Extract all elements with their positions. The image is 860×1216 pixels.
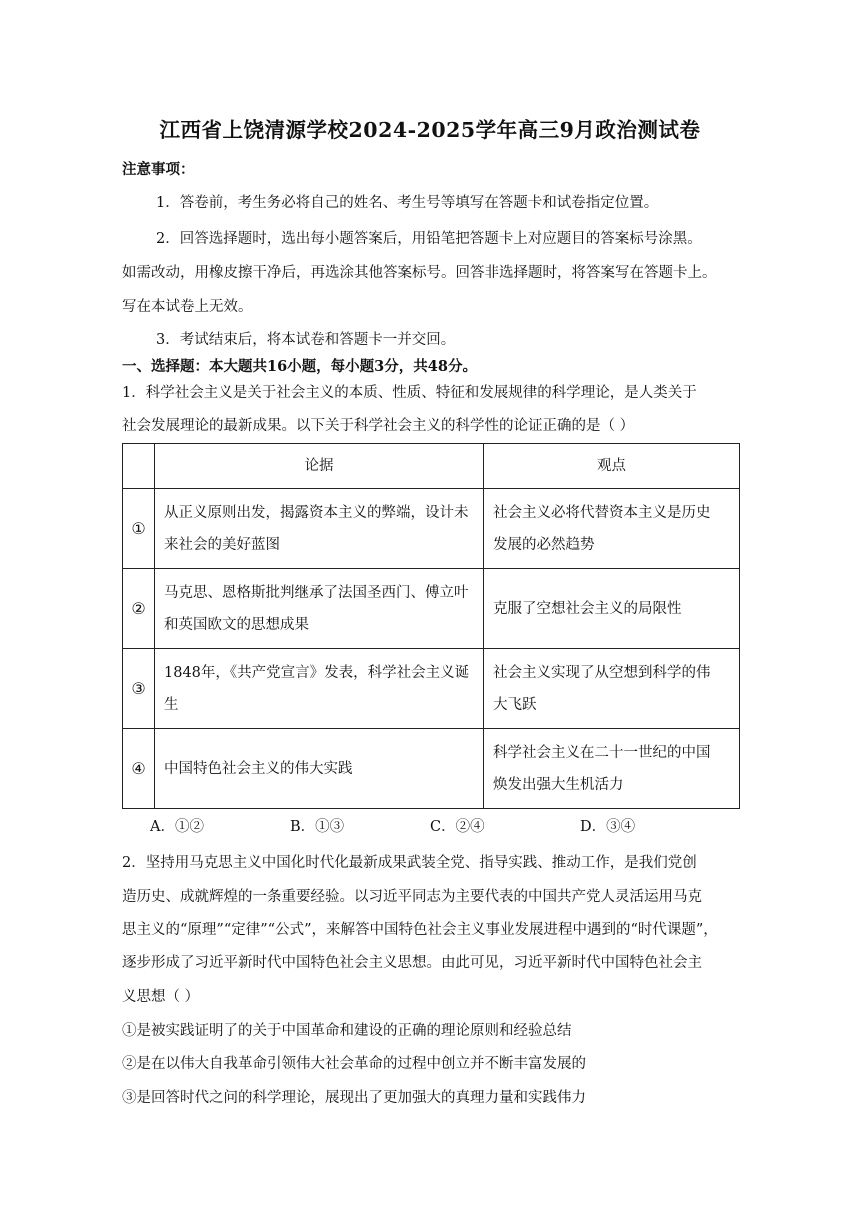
table-row [123, 649, 740, 729]
row-view [484, 729, 740, 809]
argument-line: 中国特色社会主义的伟大实践 [164, 760, 353, 777]
notice-heading: 注意事项： [122, 161, 195, 178]
q2-stem-line-4: 逐步形成了习近平新时代中国特色社会主义思想。由此可见，习近平新时代中国特色社会主 [122, 955, 702, 971]
row-view [484, 649, 740, 729]
q1-table [122, 443, 740, 809]
row-view [484, 569, 740, 649]
row-number: ② [123, 569, 155, 649]
view-line: 社会主义实现了从空想到科学的伟 [493, 664, 711, 681]
table-row [123, 569, 740, 649]
argument-line: 和英国欧文的思想成果 [164, 616, 309, 633]
row-argument [155, 489, 484, 569]
view-line: 社会主义必将代替资本主义是历史 [493, 504, 711, 521]
view-line: 焕发出强大生机活力 [493, 776, 624, 793]
table-header-row [123, 444, 740, 489]
argument-line: 马克思、恩格斯批判继承了法国圣西门、傅立叶 [164, 584, 469, 601]
row-number: ① [123, 489, 155, 569]
row-argument [155, 569, 484, 649]
q1-option-b[interactable]: B．①③ [290, 819, 345, 835]
q1-stem-line-2: 社会发展理论的最新成果。以下关于科学社会主义的科学性的论证正确的是（ ） [122, 418, 635, 434]
q2-statement-1: ①是被实践证明了的关于中国革命和建设的正确的理论原则和经验总结 [122, 1023, 572, 1039]
q1-option-a[interactable]: A．①② [150, 819, 204, 835]
q2-statement-2: ②是在以伟大自我革命引领伟大社会革命的过程中创立并不断丰富发展的 [122, 1056, 586, 1072]
view-line: 大飞跃 [493, 696, 537, 713]
view-line: 发展的必然趋势 [493, 536, 595, 553]
notice-item-2-line-3: 写在本试卷上无效。 [122, 299, 253, 315]
view-line: 科学社会主义在二十一世纪的中国 [493, 744, 711, 761]
notice-item-2-line-1: 2．回答选择题时，选出每小题答案后，用铅笔把答题卡上对应题目的答案标号涂黑。 [156, 231, 702, 247]
exam-title: 江西省上饶清源学校2024-2025学年高三9月政治测试卷 [159, 118, 701, 142]
argument-line: 来社会的美好蓝图 [164, 536, 280, 553]
q2-stem-line-3: 思主义的“原理”“定律”“公式”，来解答中国特色社会主义事业发展进程中遇到的“时代课题”， [122, 922, 718, 938]
section-1-heading: 一、选择题：本大题共16小题，每小题3分，共48分。 [122, 358, 477, 375]
table-header-num [123, 444, 155, 489]
notice-item-2-line-2: 如需改动，用橡皮擦干净后，再选涂其他答案标号。回答非选择题时，将答案写在答题卡上。 [122, 265, 717, 281]
table-header-view: 观点 [484, 444, 740, 489]
row-view [484, 489, 740, 569]
view-line: 克服了空想社会主义的局限性 [493, 600, 682, 617]
q1-option-c[interactable]: C．②④ [430, 819, 485, 835]
q2-stem-line-2: 造历史、成就辉煌的一条重要经验。以习近平同志为主要代表的中国共产党人灵活运用马克 [122, 889, 702, 905]
argument-line: 1848年，《共产党宣言》发表，科学社会主义诞 [164, 664, 470, 681]
q1-stem-line-1: 1．科学社会主义是关于社会主义的本质、性质、特征和发展规律的科学理论，是人类关于 [122, 385, 697, 401]
notice-item-3: 3．考试结束后，将本试卷和答题卡一并交回。 [156, 332, 456, 348]
argument-line: 生 [164, 696, 179, 713]
notice-item-1: 1．答卷前，考生务必将自己的姓名、考生号等填写在答题卡和试卷指定位置。 [156, 195, 659, 211]
row-number: ④ [123, 729, 155, 809]
row-argument [155, 729, 484, 809]
table-row [123, 489, 740, 569]
row-argument [155, 649, 484, 729]
table-header-argument: 论据 [155, 444, 484, 489]
table-row [123, 729, 740, 809]
q2-statement-3: ③是回答时代之问的科学理论，展现出了更加强大的真理力量和实践伟力 [122, 1090, 586, 1106]
row-number: ③ [123, 649, 155, 729]
q2-stem-line-5: 义思想（ ） [122, 989, 200, 1005]
q2-stem-line-1: 2．坚持用马克思主义中国化时代化最新成果武装全党、指导实践、推动工作，是我们党创 [122, 855, 697, 871]
q1-option-d[interactable]: D．③④ [580, 819, 636, 835]
argument-line: 从正义原则出发，揭露资本主义的弊端，设计未 [164, 504, 469, 521]
